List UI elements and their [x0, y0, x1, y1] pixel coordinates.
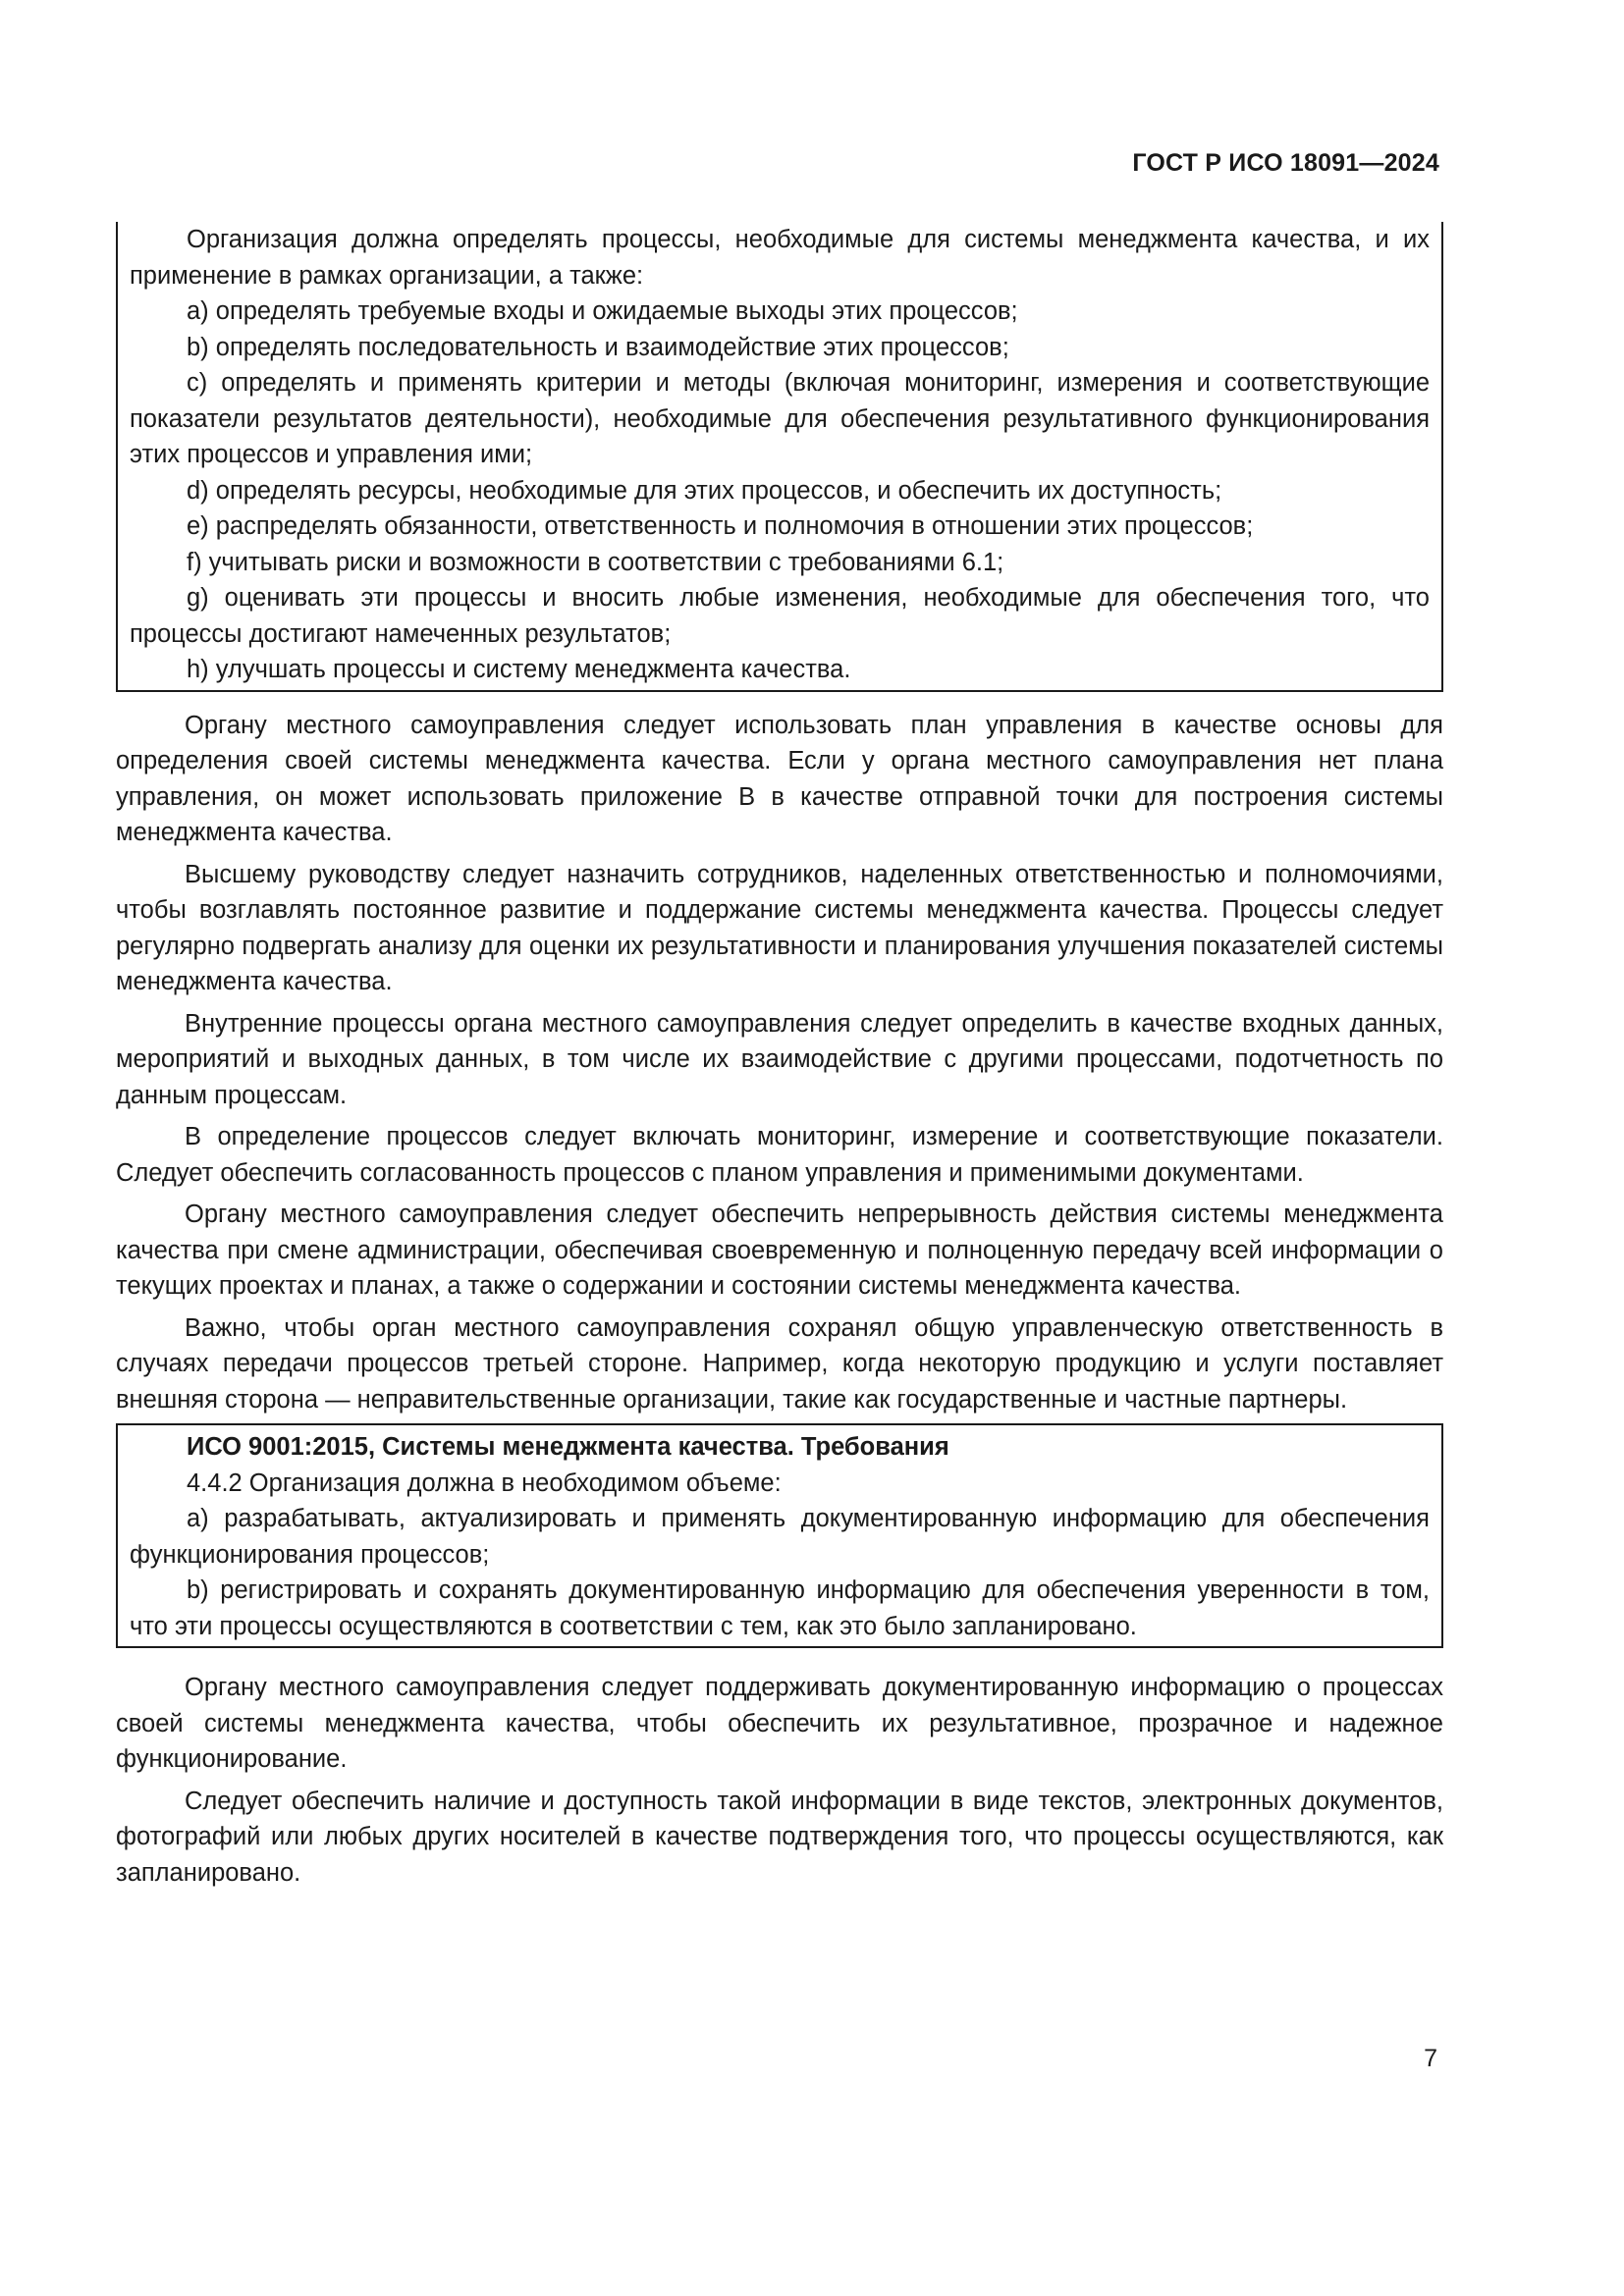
list-item: d) определять ресурсы, необходимые для этих процессов, и обеспечить их доступность;: [187, 476, 1222, 505]
list-item: g) оценивать эти процессы и вносить любые изменения, необходимые для обеспечения того, что процессы достигают намеченных результатов;: [130, 584, 1430, 648]
box-clause: 4.4.2 Организация должна в необходимом объеме:: [187, 1468, 782, 1497]
body-paragraph: В определение процессов следует включать мониторинг, измерение и соответствующие показатели. Следует обеспечить согласованность процессов с планом управления и применимыми документами.: [116, 1123, 1443, 1187]
page-content: [116, 222, 1443, 1891]
body-paragraph: Важно, чтобы орган местного самоуправления сохранял общую управленческую ответственность в случаях передачи процессов третьей стороне. Например, когда некоторую продукцию и услуги поставляет внешняя сторона — неправительственные организации, такие как государственные и частные партнеры.: [116, 1313, 1443, 1414]
document-header-id: ГОСТ Р ИСО 18091—2024: [1132, 149, 1439, 177]
body-paragraph: Органу местного самоуправления следует использовать план управления в качестве основы для определения своей системы менеджмента качества. Если у органа местного самоуправления нет плана управления, он может использовать приложение B в качестве отправной точки для построения системы менеджмента качества.: [116, 711, 1443, 846]
body-paragraph: Высшему руководству следует назначить сотрудников, наделенных ответственностью и полномочиями, чтобы возглавлять постоянное развитие и поддержание системы менеджмента качества. Процессы следует регулярно подвергать анализу для оценки их результативности и планирования улучшения показателей системы менеджмента качества.: [116, 860, 1443, 995]
list-item: b) определять последовательность и взаимодействие этих процессов;: [187, 333, 1009, 361]
body-paragraph: Органу местного самоуправления следует поддерживать документированную информацию о процессах своей системы менеджмента качества, чтобы обеспечить их результативное, прозрачное и надежное функционирование.: [116, 1674, 1443, 1773]
list-item: f) учитывать риски и возможности в соответствии с требованиями 6.1;: [187, 548, 1004, 576]
list-item: e) распределять обязанности, ответственность и полномочия в отношении этих процессов;: [187, 512, 1254, 540]
quote-box-requirements: [116, 222, 1443, 692]
list-item: a) определять требуемые входы и ожидаемые выходы этих процессов;: [187, 297, 1018, 325]
list-item: h) улучшать процессы и систему менеджмента качества.: [187, 656, 851, 683]
page-number: 7: [1424, 2045, 1437, 2072]
list-item: a) разрабатывать, актуализировать и применять документированную информацию для обеспечения функционирования процессов;: [130, 1505, 1430, 1569]
box-title: ИСО 9001:2015, Системы менеджмента качества. Требования: [187, 1433, 949, 1461]
list-item: c) определять и применять критерии и методы (включая мониторинг, измерения и соответствующие показатели результатов деятельности), необходимые для обеспечения результативного функционирования этих процессов и управления ими;: [130, 369, 1430, 468]
body-paragraph: Следует обеспечить наличие и доступность такой информации в виде текстов, электронных документов, фотографий или любых других носителей в качестве подтверждения того, что процессы осуществляются, как запланировано.: [116, 1787, 1443, 1887]
body-paragraph: Органу местного самоуправления следует обеспечить непрерывность действия системы менеджмента качества при смене администрации, обеспечивая своевременную и полноценную передачу всей информации о текущих проектах и планах, а также о содержании и состоянии системы менеджмента качества.: [116, 1201, 1443, 1300]
quote-box-iso9001: [116, 1423, 1443, 1648]
body-paragraph: Внутренние процессы органа местного самоуправления следует определить в качестве входных данных, мероприятий и выходных данных, в том числе их взаимодействие с другими процессами, подотчетность по данным процессам.: [116, 1009, 1443, 1109]
box-intro: Организация должна определять процессы, необходимые для системы менеджмента качества, и их применение в рамках организации, а также:: [130, 226, 1430, 290]
list-item: b) регистрировать и сохранять документированную информацию для обеспечения уверенности в том, что эти процессы осуществляются в соответствии с тем, как это было запланировано.: [130, 1576, 1430, 1640]
